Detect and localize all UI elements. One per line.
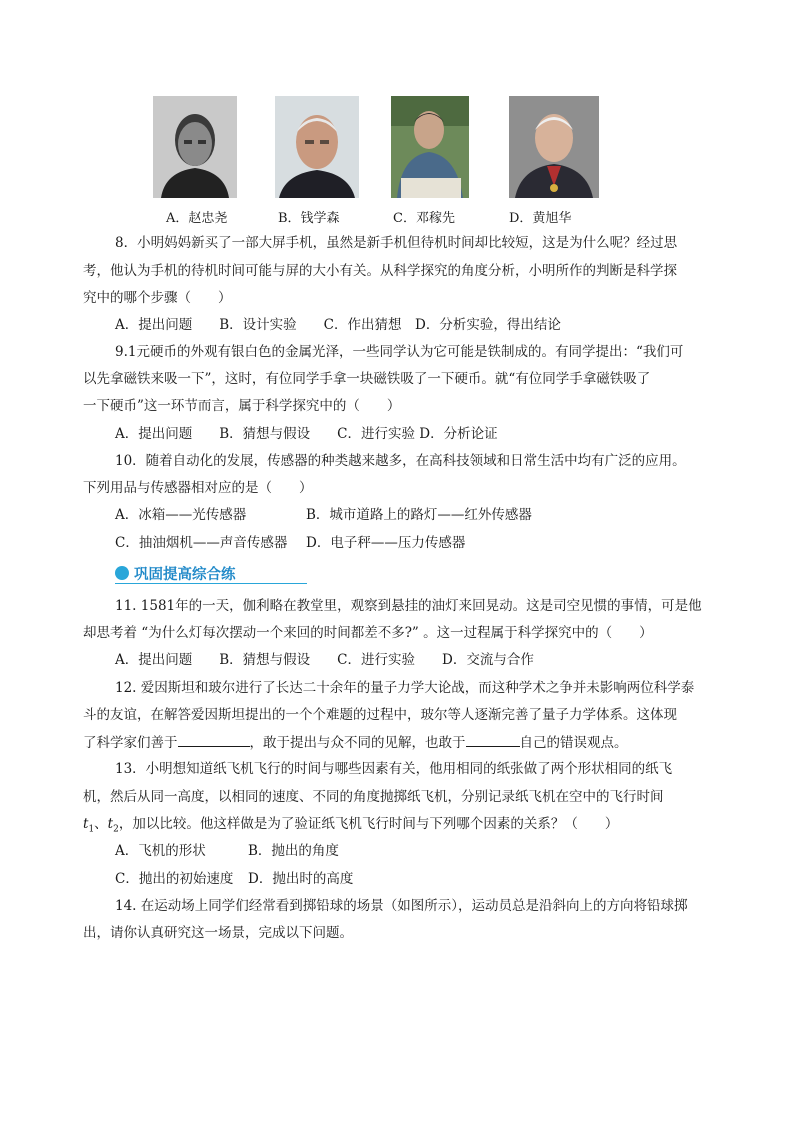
q13-var-t1: t: [83, 816, 89, 832]
q13-option-a: A．飞机的形状: [115, 843, 206, 859]
q12-line-3-part-c: 自己的错误观点。: [519, 735, 628, 751]
photo-caption-a: A．赵忠尧: [166, 211, 228, 226]
q12-line-1: 12. 爱因斯坦和玻尔进行了长达二十余年的量子力学大论战，而这种学术之争并未影响两位科学泰: [115, 680, 695, 696]
section-header: [115, 563, 307, 585]
photo-huang-xuhua: [509, 96, 599, 198]
q8-options: A．提出问题 B．设计实验 C．作出猜想 D．分析实验，得出结论: [115, 317, 561, 333]
q13-line-2: 机，然后从同一高度，以相同的速度、不同的角度抛掷纸飞机，分别记录纸飞机在空中的飞行时间: [83, 789, 664, 805]
photo-caption-d: D．黄旭华: [509, 211, 572, 226]
photo-zhao-zhongyao: [153, 96, 237, 198]
q9-line-1: 9.1元硬币的外观有银白色的金属光泽，一些同学认为它可能是铁制成的。有同学提出：“我们可: [115, 344, 684, 360]
q10-option-c: C．抽油烟机——声音传感器: [115, 535, 288, 551]
q12-blank-2[interactable]: [466, 733, 520, 747]
q12-line-3-part-a: 了科学家们善于: [83, 735, 178, 751]
q13-var-t2: t: [107, 816, 114, 832]
section-title: 巩固提高综合练: [134, 567, 236, 583]
q13-line-3-text: ，加以比较。他这样做是为了验证纸飞机飞行时间与下列哪个因素的关系？（ ）: [118, 816, 619, 832]
q10-line-2: 下列用品与传感器相对应的是（ ）: [83, 480, 313, 496]
q12-line-3-part-b: ，敢于提出与众不同的见解，也敢于: [249, 735, 466, 751]
q10-line-1: 10．随着自动化的发展，传感器的种类越来越多，在高科技领域和日常生活中均有广泛的应用。: [115, 453, 686, 469]
q13-option-b: B．抛出的角度: [248, 843, 339, 859]
photo-caption-c: C．邓稼先: [393, 211, 455, 226]
q9-options: A．提出问题 B．猜想与假设 C．进行实验 D．分析论证: [115, 426, 498, 442]
q14-line-2: 出，请你认真研究这一场景，完成以下问题。: [83, 925, 353, 941]
q11-line-2: 却思考着 “为什么灯每次摆动一个来回的时间都差不多?” 。这一过程属于科学探究中的（ ）: [83, 625, 653, 641]
section-underline: [115, 583, 307, 584]
photo-qian-xuesen: [275, 96, 359, 198]
q12-blank-1[interactable]: [178, 733, 250, 747]
q12-line-2: 斗的友谊，在解答爱因斯坦提出的一个个难题的过程中，玻尔等人逐渐完善了量子力学体系。这体现: [83, 707, 677, 723]
section-bullet-icon: [115, 566, 129, 580]
q8-line-3: 究中的哪个步骤（ ）: [83, 290, 232, 306]
q8-line-1: 8．小明妈妈新买了一部大屏手机，虽然是新手机但待机时间却比较短，这是为什么呢？经过思: [115, 235, 678, 251]
q13-line-1: 13．小明想知道纸飞机飞行的时间与哪些因素有关，他用相同的纸张做了两个形状相同的纸飞: [115, 761, 673, 777]
q11-line-1: 11. 1581年的一天，伽利略在教堂里，观察到悬挂的油灯来回晃动。这是司空见惯的事情，可是他: [115, 598, 702, 614]
q13-option-c: C．抛出的初始速度: [115, 871, 234, 887]
q10-option-d: D．电子秤——压力传感器: [306, 535, 466, 551]
q13-option-d: D．抛出时的高度: [248, 871, 354, 887]
photo-deng-jiaxian: [391, 96, 469, 198]
q11-options: A．提出问题 B．猜想与假设 C．进行实验 D．交流与合作: [115, 652, 534, 668]
q9-line-2: 以先拿磁铁来吸一下”，这时，有位同学手拿一块磁铁吸了一下硬币。就“有位同学手拿磁铁吸了: [83, 371, 651, 387]
q13-sub-2: 2: [113, 824, 119, 835]
q9-line-3: 一下硬币”这一环节而言，属于科学探究中的（ ）: [83, 398, 401, 414]
photo-caption-b: B．钱学森: [278, 211, 340, 226]
q13-separator: 、: [94, 816, 108, 832]
q13-line-3: [83, 815, 618, 839]
q8-line-2: 考，他认为手机的待机时间可能与屏的大小有关。从科学探究的角度分析，小明所作的判断是科学探: [83, 263, 677, 279]
q10-option-a: A．冰箱——光传感器: [115, 507, 247, 523]
q10-option-b: B．城市道路上的路灯——红外传感器: [306, 507, 532, 523]
q13-sub-1: 1: [88, 824, 95, 835]
q14-line-1: 14. 在运动场上同学们经常看到掷铅球的场景（如图所示），运动员总是沿斜向上的方向将铅球掷: [115, 898, 688, 914]
q12-line-3: [83, 733, 628, 752]
